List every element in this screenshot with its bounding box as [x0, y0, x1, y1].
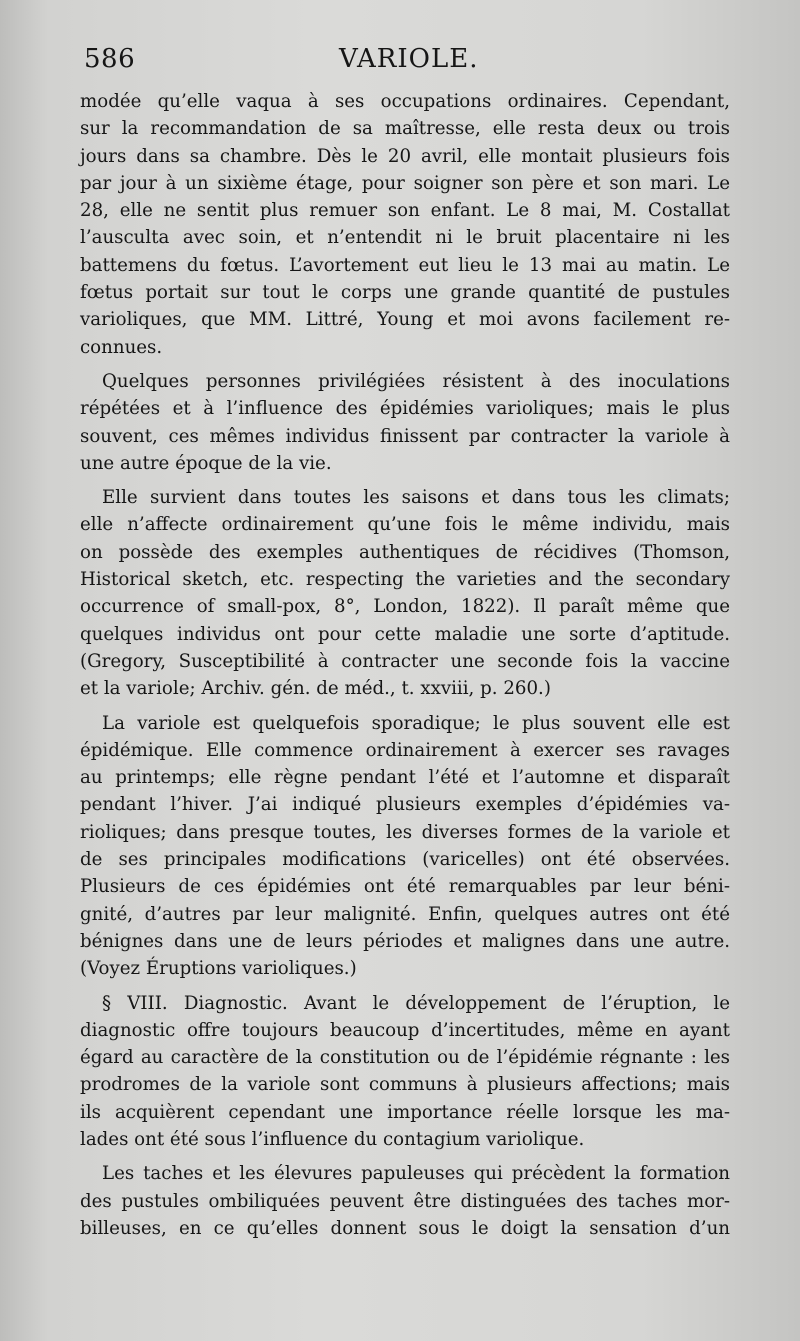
text-line: rioliques; dans presque toutes, les diverses formes de la variole et	[80, 821, 730, 843]
text-line: bénignes dans une de leurs périodes et malignes dans une autre.	[80, 930, 730, 952]
text-line: § VIII. Diagnostic. Avant le développement de l’éruption, le	[102, 992, 730, 1014]
page-number: 586	[84, 44, 136, 74]
text-line: varioliques, que MM. Littré, Young et moi avons facilement re-	[80, 309, 730, 331]
page-header	[84, 44, 730, 80]
text-line: par jour à un sixième étage, pour soigner son père et son mari. Le	[80, 172, 730, 194]
text-line: modée qu’elle vaqua à ses occupations ordinaires. Cependant,	[80, 91, 730, 112]
text-line: diagnostic offre toujours beaucoup d’incertitudes, même en ayant	[80, 1019, 730, 1041]
text-line: souvent, ces mêmes individus finissent par contracter la variole à	[80, 425, 730, 447]
body-text	[80, 88, 730, 1242]
text-line: de ses principales modifications (varicelles) ont été observées.	[80, 849, 730, 871]
text-line: sur la recommandation de sa maîtresse, elle resta deux ou trois	[80, 118, 730, 140]
text-line: on possède des exemples authentiques de récidives (Thomson,	[80, 541, 730, 563]
text-line: Elle survient dans toutes les saisons et dans tous les climats;	[102, 487, 730, 509]
text-line: Quelques personnes privilégiées résistent à des inoculations	[102, 370, 730, 392]
text-line: au printemps; elle règne pendant l’été et l’automne et disparaît	[80, 767, 730, 789]
text-line: (Gregory, Susceptibilité à contracter une seconde fois la vaccine	[80, 650, 730, 672]
text-line: prodromes de la variole sont communs à plusieurs affections; mais	[80, 1074, 730, 1096]
text-line: Historical sketch, etc. respecting the varieties and the secondary	[80, 569, 730, 591]
text-line: battemens du fœtus. L’avortement eut lieu le 13 mai au matin. Le	[80, 254, 730, 276]
text-line: (Voyez Éruptions varioliques.)	[80, 958, 357, 980]
text-line: et la variole; Archiv. gén. de méd., t. xxviii, p. 260.)	[80, 678, 551, 700]
text-line: des pustules ombiliquées peuvent être distinguées des taches mor-	[80, 1190, 730, 1212]
text-line: 28, elle ne sentit plus remuer son enfant. Le 8 mai, M. Costallat	[80, 200, 730, 222]
text-line: une autre époque de la vie.	[80, 452, 332, 474]
text-line: billeuses, en ce qu’elles donnent sous le doigt la sensation d’un	[80, 1217, 730, 1239]
text-line: pendant l’hiver. J’ai indiqué plusieurs exemples d’épidémies va-	[80, 794, 730, 816]
text-line: elle n’affecte ordinairement qu’une fois le même individu, mais	[80, 514, 730, 536]
text-line: occurrence of small-pox, 8°, London, 1822). Il paraît même que	[80, 596, 730, 618]
text-line: fœtus portait sur tout le corps une grande quantité de pustules	[80, 282, 730, 304]
text-line: égard au caractère de la constitution ou de l’épidémie régnante : les	[80, 1047, 730, 1069]
text-line: lades ont été sous l’influence du contagium variolique.	[80, 1128, 585, 1150]
text-line: gnité, d’autres par leur malignité. Enfin, quelques autres ont été	[80, 903, 730, 925]
text-line: quelques individus ont pour cette maladie une sorte d’aptitude.	[80, 623, 730, 645]
text-line: ils acquièrent cependant une importance réelle lorsque les ma-	[80, 1101, 730, 1123]
text-line: jours dans sa chambre. Dès le 20 avril, elle montait plusieurs fois	[80, 145, 730, 167]
text-line: connues.	[80, 336, 163, 358]
running-head: VARIOLE.	[339, 44, 479, 74]
text-line: Les taches et les élevures papuleuses qui précèdent la formation	[102, 1163, 730, 1185]
text-line: l’ausculta avec soin, et n’entendit ni le bruit placentaire ni les	[80, 227, 730, 249]
text-line: épidémique. Elle commence ordinairement à exercer ses ravages	[80, 739, 730, 761]
text-line: Plusieurs de ces épidémies ont été remarquables par leur béni-	[80, 876, 730, 898]
text-line: répétées et à l’influence des épidémies varioliques; mais le plus	[80, 398, 730, 420]
text-line: La variole est quelquefois sporadique; le plus souvent elle est	[102, 712, 730, 734]
